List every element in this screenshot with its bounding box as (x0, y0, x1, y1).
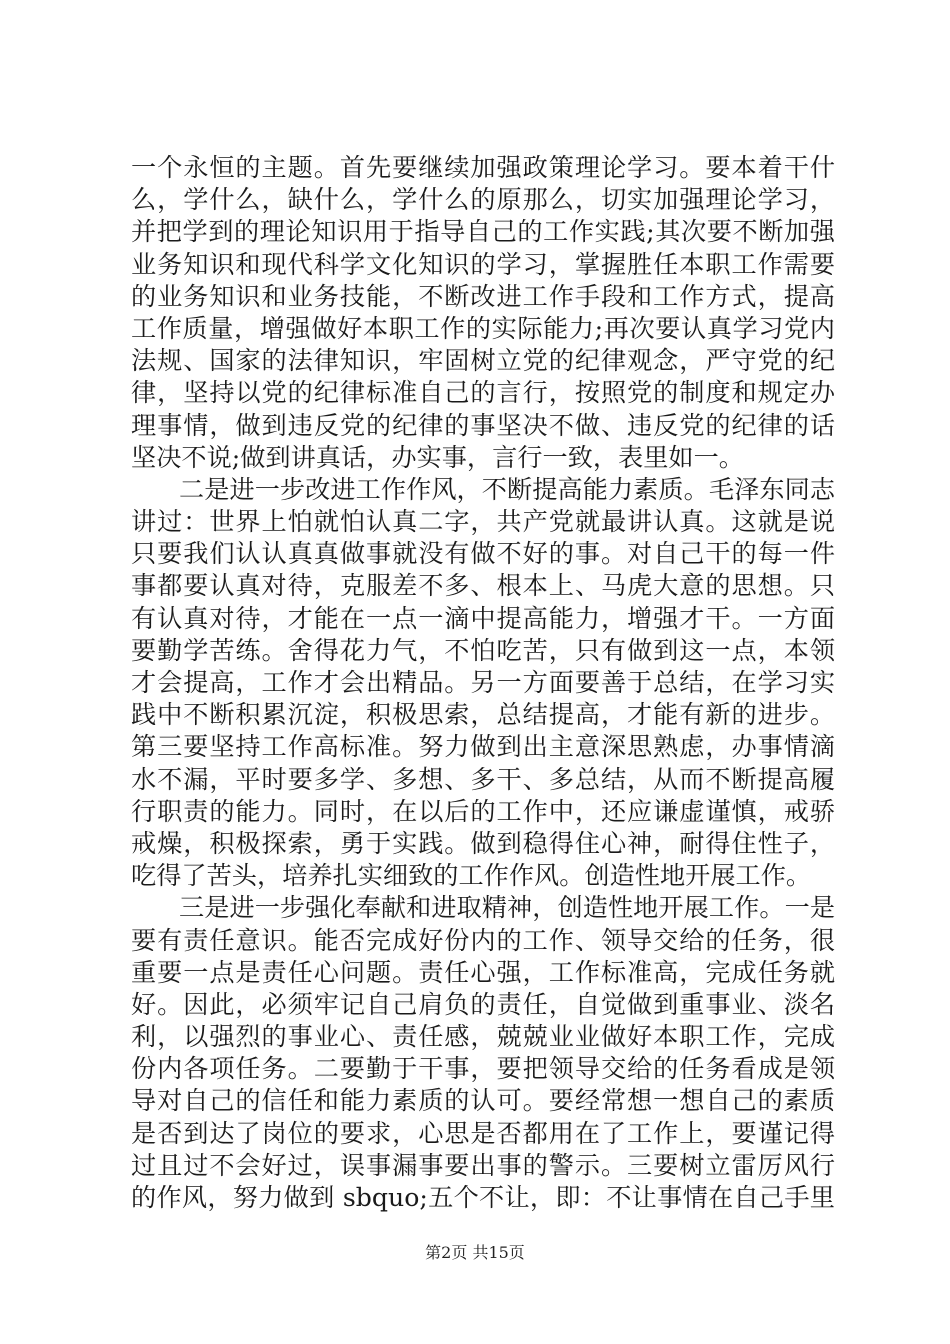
paragraph-start-line: 二是进一步改进工作作风，不断提高能力素质。毛泽东同志 (179, 474, 835, 504)
text-line: 第三要坚持工作高标准。努力做到出主意深思熟虑，办事情滴 (131, 732, 835, 762)
text-line: 有认真对待，才能在一点一滴中提高能力，增强才干。一方面 (131, 603, 835, 633)
text-line: 并把学到的理论知识用于指导自己的工作实践;其次要不断加强 (131, 217, 835, 247)
text-line: 重要一点是责任心问题。责任心强，工作标准高，完成任务就 (131, 957, 835, 987)
text-line: 讲过：世界上怕就怕认真二字，共产党就最讲认真。这就是说 (131, 507, 835, 537)
text-line: 利，以强烈的事业心、责任感，兢兢业业做好本职工作，完成 (131, 1022, 835, 1052)
text-line: 只要我们认认真真做事就没有做不好的事。对自己干的每一件 (131, 539, 835, 569)
text-line: 律，坚持以党的纪律标准自己的言行，按照党的制度和规定办 (131, 378, 835, 408)
text-line: 的作风，努力做到 sbquo;五个不让，即：不让事情在自己手里 (131, 1183, 835, 1212)
text-line: 份内各项任务。二要勤于干事，要把领导交给的任务看成是领 (131, 1054, 835, 1084)
text-line: 理事情，做到违反党的纪律的事坚决不做、违反党的纪律的话 (131, 410, 835, 440)
text-line: 法规、国家的法律知识，牢固树立党的纪律观念，严守党的纪 (131, 346, 835, 376)
text-line: 么，学什么，缺什么，学什么的原那么，切实加强理论学习， (131, 185, 835, 215)
text-line: 要勤学苦练。舍得花力气，不怕吃苦，只有做到这一点，本领 (131, 635, 835, 665)
text-line: 践中不断积累沉淀，积极思索，总结提高，才能有新的进步。 (131, 700, 835, 730)
text-line: 导对自己的信任和能力素质的认可。要经常想一想自己的素质 (131, 1086, 835, 1116)
text-line: 行职责的能力。同时，在以后的工作中，还应谦虚谨慎，戒骄 (131, 796, 835, 826)
text-line: 要有责任意识。能否完成好份内的工作、领导交给的任务，很 (131, 925, 835, 955)
document-body (131, 152, 835, 1214)
text-line: 的业务知识和业务技能，不断改进工作手段和工作方式，提高 (131, 281, 835, 311)
text-line: 水不漏，平时要多学、多想、多干、多总结，从而不断提高履 (131, 764, 835, 794)
text-line: 才会提高，工作才会出精品。另一方面要善于总结，在学习实 (131, 668, 835, 697)
text-line: 好。因此，必须牢记自己肩负的责任，自觉做到重事业、淡名 (131, 989, 835, 1019)
text-line: 一个永恒的主题。首先要继续加强政策理论学习。要本着干什 (131, 153, 835, 182)
page-number-footer: 第2页 共15页 (425, 1243, 525, 1262)
text-line: 工作质量，增强做好本职工作的实际能力;再次要认真学习党内 (131, 313, 835, 343)
text-line: 坚决不说;做到讲真话，办实事，言行一致，表里如一。 (131, 442, 744, 472)
text-line: 业务知识和现代科学文化知识的学习，掌握胜任本职工作需要 (131, 249, 835, 279)
text-line: 吃得了苦头，培养扎实细致的工作作风。创造性地开展工作。 (131, 861, 812, 891)
text-line: 事都要认真对待，克服差不多、根本上、马虎大意的思想。只 (131, 571, 835, 601)
text-line: 是否到达了岗位的要求，心思是否都用在了工作上，要谨记得 (131, 1118, 835, 1148)
paragraph-start-line: 三是进一步强化奉献和进取精神，创造性地开展工作。一是 (179, 893, 835, 923)
text-line: 过且过不会好过，误事漏事要出事的警示。三要树立雷厉风行 (131, 1150, 835, 1180)
text-line: 戒燥，积极探索，勇于实践。做到稳得住心神，耐得住性子， (131, 828, 835, 858)
